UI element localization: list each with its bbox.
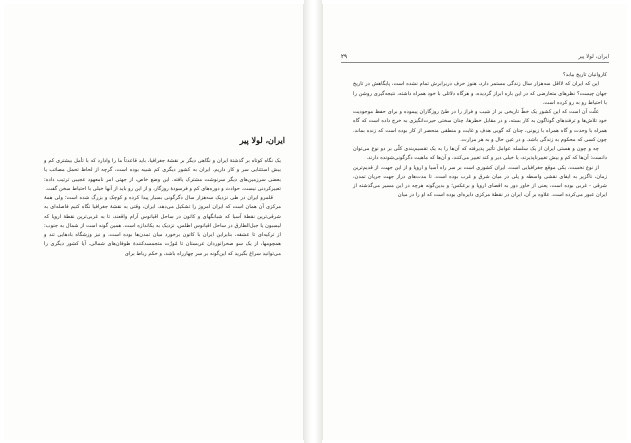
- paragraph: چه و چون و هستی ایران از یک سلسله عوامل تأثیر پذیرفته که آن‌ها را به یک تقسیم‌بندی کلّی بر دو نوع می‌توان دانست: آن‌ها که کم و بیش تغییرناپذیرند، یا خیلی دیر و کند تغییر می‌کنند، و آن‌ها که ماهیت دگرگونی‌شونده دارند.: [353, 146, 607, 162]
- paragraph: قلمرو ایران در طی نزدیک سه‌هزار سال دگرگونی بسیار پیدا کرده و کوچک و بزرگ شده است؛ ولی همهٔ مرکزی آن همان است که ایران امروز را تشکیل می‌دهد. ایران، وقتی به نقشهٔ جغرافیا نگاه کنیم فاصله‌ای به شرقی‌ترین نقطهٔ آسیا که شبانگهای و کاتون در ساحل اقیانوس آرام واقعند، تا به غربی‌ترین نقطهٔ اروپا که لیسبون یا جبل‌الطارق در ساحل اقیانوس اطلس، نزدیک به یکاندازه است. همین گونه است از شمال به جنوب: از ترکیه‌ای تا عشقه، بنابراین ایران با کاتون برخورد میان تمدن‌ها بوده است، و نیز وزشگاه بادهایی تند و همچومها، از یک سو صحرانوردان عربستان تا مُورْت متجمسدکنندهٔ طوفان‌های شمالی. آیا کشور دیگری را می‌توانید سراغ بگیرید که این‌گونه بر سر چهارراه باشد، و حکم رباط برای: [44, 195, 281, 257]
- paragraph: یک نگاه کوتاه بر گذشتهٔ ایران و نگاهی دیگر بر نقشهٔ جغرافیا، باید قاعدتاً ما را وادارد که با تأمل بیشتری کم و بیش استثنایی سر و کار داریم. ایران به کشور دیگری کم شبیه بوده است، گرچه از لحاظ تحمل مصائب یا بعضی سرزمین‌های دیگر سرنوشت مشترک یافته. این وضع خاص، از جهتی امر نامعهود عجیبی ترتیب داده: تعبیرکردنی نیست. حوادث و دوره‌های کم و فرسودهٔ روزگار، و از این رو باید از آنها خیلی با احتیاط سخن گفت.: [44, 158, 281, 192]
- running-head: [341, 54, 609, 63]
- chapter-title: ایران، لولا پیر: [239, 135, 285, 145]
- page-number: ۲۹: [341, 54, 347, 60]
- paragraph: کاروانیان تاریخ بیابد؟: [562, 72, 607, 78]
- right-page-body: [353, 71, 607, 201]
- running-head-title: ایران، لولا پیر: [578, 54, 609, 60]
- left-page: [4, 4, 304, 440]
- right-page: [322, 4, 627, 440]
- paragraph: این که ایران که لااقل سه‌هزار سال زندگی مستمر دارد، هنوز حرف دربرابرش تمام نشده است، پایگاهش در تاریخ جهان چیست؟ نظرهای متعارضی که در این باره ابراز گردیده، و هرگاه دلائلی با خود همراه داشته، نتیجه‌گیری روشن را با احتیاط رو به رو کرده است.: [353, 81, 607, 106]
- left-page-body: [44, 157, 281, 259]
- book-gutter: [304, 0, 322, 443]
- paragraph: علّت آن است که این کشور یک خطّ تاریخی بر از شیب و فراز را در طیّ روزگاران پیموده و برای حفظ موجودیت خود تلاش‌ها و ترفندهای گوناگون به کار بسته، و در مقابل خطرها، چنان سختی حیرت‌انگیزی به خرج داده است که گاه همراه با وحدت و گاه همراه با زیونی، چنان که گویی هدف و غایت و منطقی منحصر از کار بوده است که زنده بماند. چون کسی که محکوم به زندگی باشد. و در عین حال و به هر مرارت.: [353, 109, 607, 143]
- paragraph: از نوع نخست، یکی موقع جغرافیایی است. ایران کشوری است بر سر راه آسیا و اروپا و از این جهت، از قدیم‌ترین زمان، ناگزیر به ایفای نقشی واسطه و پلی در میان شرق و غرب بوده است. تا مدت‌های دراز جهت جریان تمدن، شرقی - غربی بوده است، یعنی از خاور دور به اقصای اروپا و برعکس؛ و بدین‌گونه هرچه در این مسیر می‌گذشته از ایران عبور می‌کرده است. علاوه بر آن، ایران در نقطهٔ مرکزی دایره‌ای بوده است که او را در میان: [353, 164, 607, 199]
